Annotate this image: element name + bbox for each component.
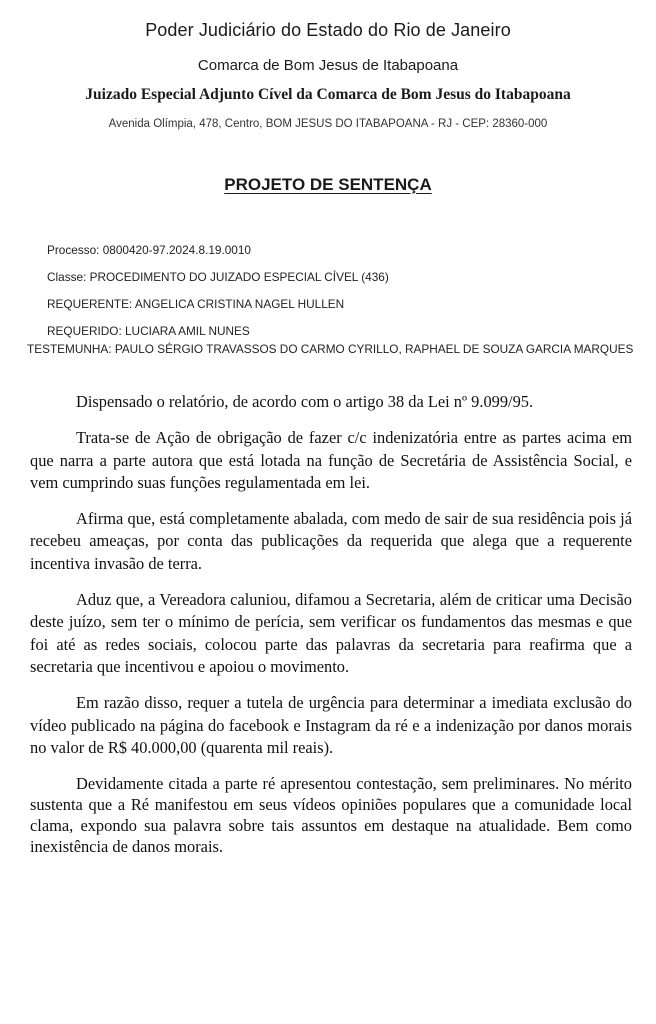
paragraph-4: Aduz que, a Vereadora caluniou, difamou a Secretaria, além de criticar uma Decisão deste juízo, sem ter o mínimo de perícia, sem verificar os fundamentos das mesmas e que foi até as redes sociais, colocou parte das palavras da secretaria para reafirma que a secretaria que incentivou e apoiou o movimento. [30,590,632,676]
court-address: Avenida Olímpia, 478, Centro, BOM JESUS DO ITABAPOANA - RJ - CEP: 28360-000 [108,118,548,130]
document-title: PROJETO DE SENTENÇA [224,175,432,194]
case-number: Processo: 0800420-97.2024.8.19.0010 [47,243,251,257]
case-witness: TESTEMUNHA: PAULO SÉRGIO TRAVASSOS DO CARMO CYRILLO, RAPHAEL DE SOUZA GARCIA MARQUES [27,342,634,356]
paragraph-6: Devidamente citada a parte ré apresentou contestação, sem preliminares. No mérito sustenta que a Ré manifestou em seus vídeos opiniões populares que a comunidade local clama, expondo sua palavra sobre tais assuntos em destaque na atualidade. Bem como inexistência de danos morais. [30,774,632,857]
chamber-name: Juizado Especial Adjunto Cível da Comarca de Bom Jesus do Itabapoana [85,86,571,103]
paragraph-1: Dispensado o relatório, de acordo com o artigo 38 da Lei nº 9.099/95. [76,392,534,411]
case-class: Classe: PROCEDIMENTO DO JUIZADO ESPECIAL CÍVEL (436) [47,270,389,284]
paragraph-3: Afirma que, está completamente abalada, com medo de sair de sua residência pois já recebeu ameaças, por conta das publicações da requerida que alega que a requerente incentiva invasão de terra. [30,509,632,573]
case-plaintiff: REQUERENTE: ANGELICA CRISTINA NAGEL HULLEN [47,297,345,311]
court-name: Poder Judiciário do Estado do Rio de Janeiro [145,20,511,40]
sentence-body [30,391,632,871]
paragraph-5: Em razão disso, requer a tutela de urgência para determinar a imediata exclusão do vídeo publicado na página do facebook e Instagram da ré e a indenização por danos morais no valor de R$ 40.000,00 (quarenta mil reais). [30,693,632,757]
paragraph-2: Trata-se de Ação de obrigação de fazer c/c indenizatória entre as partes acima em que narra a parte autora que está lotada na função de Secretária de Assistência Social, e vem cumprindo suas funções regulamentada em lei. [30,428,632,492]
case-defendant: REQUERIDO: LUCIARA AMIL NUNES [47,324,250,338]
district-name: Comarca de Bom Jesus de Itabapoana [197,57,459,74]
